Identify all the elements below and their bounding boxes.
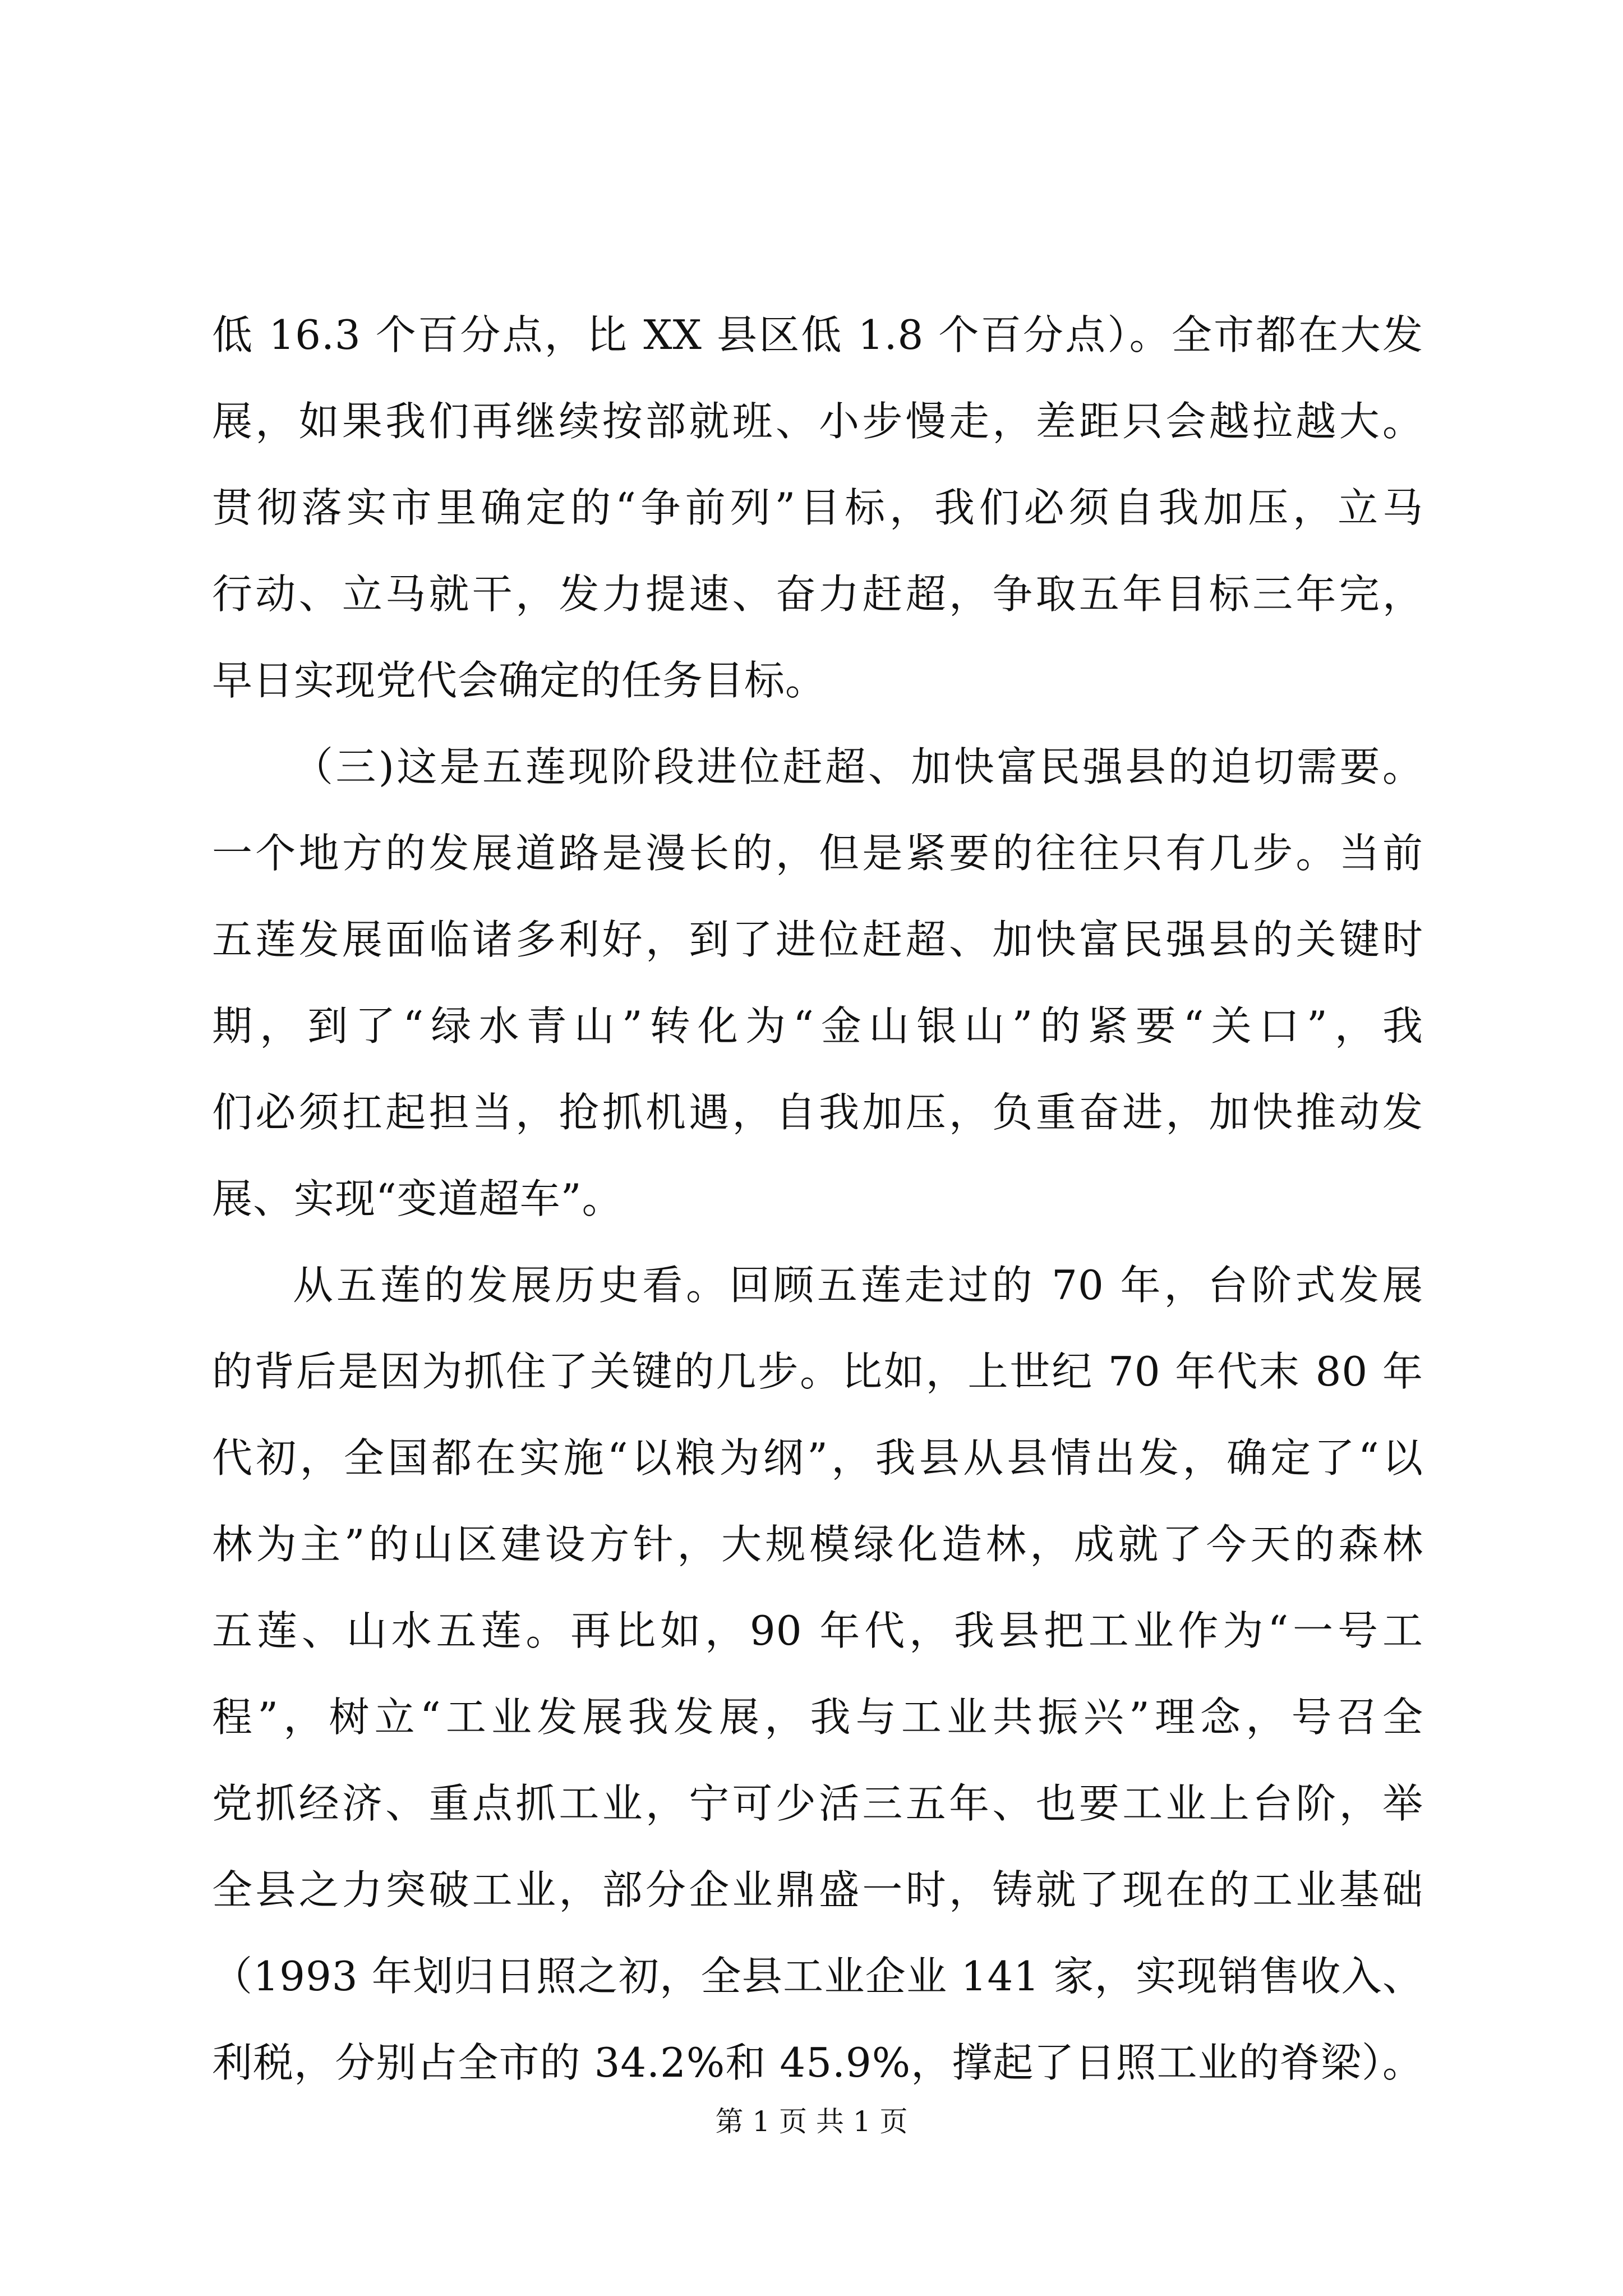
- text-line: 全县之力突破工业，部分企业鼎盛一时，铸就了现在的工业基础: [212, 1866, 1423, 1913]
- text-line: 们必须扛起担当，抢抓机遇，自我加压，负重奋进，加快推动发: [212, 1089, 1423, 1136]
- text-line: 低 16.3 个百分点，比 XX 县区低 1.8 个百分点）。全市都在大发: [212, 311, 1423, 358]
- text-line: 一个地方的发展道路是漫长的，但是紧要的往往只有几步。当前: [212, 830, 1423, 877]
- text-line: 行动、立马就干，发力提速、奋力赶超，争取五年目标三年完，: [212, 570, 1423, 618]
- text-line: 党抓经济、重点抓工业，宁可少活三五年、也要工业上台阶，举: [212, 1780, 1423, 1827]
- text-line: 程”，树立“工业发展我发展，我与工业共振兴”理念，号召全: [212, 1694, 1423, 1741]
- text-line: 贯彻落实市里确定的“争前列”目标，我们必须自我加压，立马: [212, 484, 1423, 531]
- text-line: 从五莲的发展历史看。回顾五莲走过的 70 年，台阶式发展: [293, 1262, 1423, 1309]
- text-line: 的背后是因为抓住了关键的几步。比如，上世纪 70 年代末 80 年: [212, 1348, 1423, 1395]
- text-line: 展、实现“变道超车”。: [212, 1175, 623, 1222]
- text-line: （1993 年划归日照之初，全县工业企业 141 家，实现销售收入、: [212, 1953, 1423, 2000]
- text-line: 五莲发展面临诸多利好，到了进位赶超、加快富民强县的关键时: [212, 916, 1423, 963]
- text-line: 五莲、山水五莲。再比如，90 年代，我县把工业作为“一号工: [212, 1607, 1423, 1654]
- text-line: 代初，全国都在实施“以粮为纲”，我县从县情出发，确定了“以: [212, 1434, 1423, 1481]
- text-line: （三)这是五莲现阶段进位赶超、加快富民强县的迫切需要。: [293, 743, 1423, 790]
- text-line: 期，到了“绿水青山”转化为“金山银山”的紧要“关口”，我: [212, 1002, 1423, 1050]
- text-line: 早日实现党代会确定的任务目标。: [212, 657, 827, 704]
- page-number-footer: 第 1 页 共 1 页: [715, 2105, 908, 2138]
- text-line: 林为主”的山区建设方针，大规模绿化造林，成就了今天的森林: [212, 1521, 1423, 1568]
- text-line: 利税，分别占全市的 34.2%和 45.9%，撑起了日照工业的脊梁）。: [212, 2039, 1423, 2086]
- text-line: 展，如果我们再继续按部就班、小步慢走，差距只会越拉越大。: [212, 398, 1423, 445]
- body-text: [212, 292, 1423, 2106]
